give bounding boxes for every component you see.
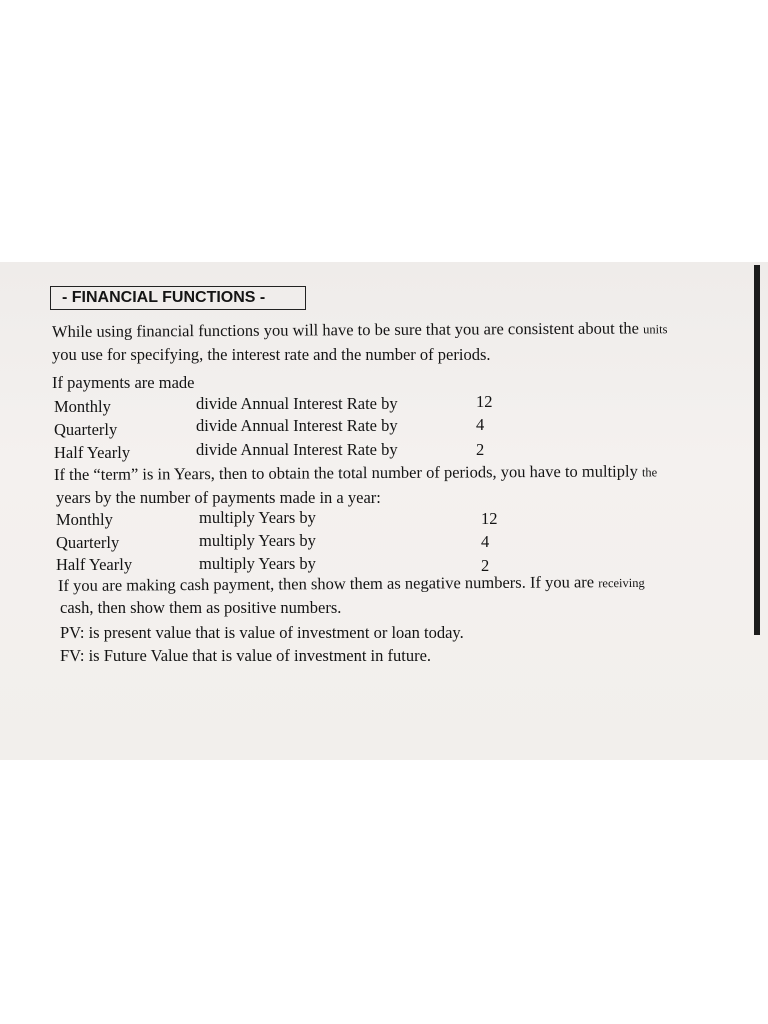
rate-row-value: 2: [476, 440, 485, 459]
intro-line-2: you use for specifying, the interest rate and the number of periods.: [52, 345, 491, 364]
fv-definition: FV: is Future Value that is value of investment in future.: [60, 646, 432, 665]
rate-row-action: divide Annual Interest Rate by: [196, 416, 398, 435]
intro-line-1-text: While using financial functions you will have to be sure that you are consistent about the: [51, 318, 640, 341]
period-row-label: Quarterly: [56, 533, 120, 552]
pv-definition: PV: is present value that is value of investment or loan today.: [60, 623, 464, 642]
cash-line-1-text: If you are making cash payment, then show them as negative numbers. If you are: [57, 572, 595, 595]
period-row-action: multiply Years by: [199, 531, 316, 550]
term-line-2: years by the number of payments made in a year:: [56, 488, 381, 507]
period-row-action: multiply Years by: [199, 554, 316, 573]
period-row-label: Monthly: [56, 510, 113, 529]
cash-line-2: cash, then show them as positive numbers.: [60, 598, 342, 617]
section-title: - FINANCIAL FUNCTIONS -: [62, 289, 266, 306]
intro-line-3: If payments are made: [52, 373, 195, 392]
rate-row-action: divide Annual Interest Rate by: [196, 394, 398, 413]
rate-row-value: 12: [476, 392, 493, 411]
period-row-value: 4: [481, 532, 490, 551]
cash-line-1: [58, 572, 645, 597]
period-row-action: multiply Years by: [199, 508, 316, 527]
rate-row-label: Quarterly: [54, 420, 118, 439]
term-line-1-tail: the: [641, 465, 658, 480]
rate-row-value: 4: [476, 415, 485, 434]
period-row-label: Half Yearly: [56, 555, 133, 574]
rate-row-label: Monthly: [54, 397, 111, 416]
rate-row-action: divide Annual Interest Rate by: [196, 440, 398, 459]
intro-line-1: [52, 318, 668, 343]
rate-row-label: Half Yearly: [54, 443, 131, 462]
cash-line-1-tail: receiving: [598, 575, 645, 591]
intro-line-1-tail: units: [643, 322, 668, 337]
term-line-1-text: If the “term” is in Years, then to obtain the total number of periods, you have to multiply: [53, 461, 638, 484]
period-row-value: 12: [481, 509, 498, 528]
period-row-value: 2: [481, 556, 490, 575]
term-line-1: [54, 461, 657, 486]
